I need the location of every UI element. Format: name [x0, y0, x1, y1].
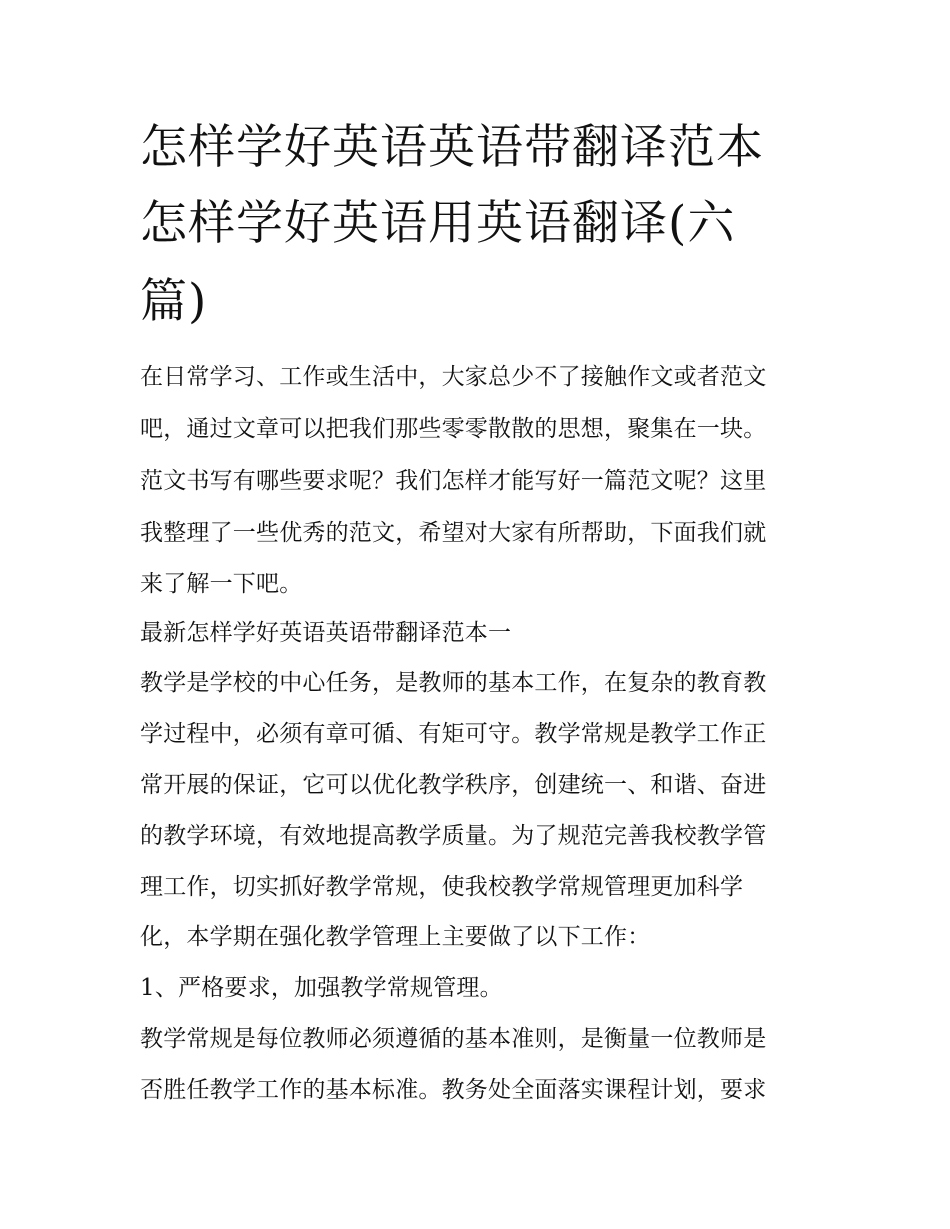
paragraph1-line-5: 理工作，切实抓好教学常规，使我校教学常规管理更加科学	[140, 874, 744, 900]
paragraph1-line-4: 的教学环境，有效地提高教学质量。为了规范完善我校教学管	[140, 823, 767, 849]
intro-line-3: 范文书写有哪些要求呢？我们怎样才能写好一篇范文呢？这里	[140, 468, 767, 494]
paragraph1-line-1: 教学是学校的中心任务，是教师的基本工作，在复杂的教育教	[140, 670, 767, 696]
intro-line-4: 我整理了一些优秀的范文，希望对大家有所帮助，下面我们就	[140, 520, 767, 546]
numbered-item-1: 1、严格要求，加强教学常规管理。	[140, 975, 503, 1001]
paragraph2-line-1: 教学常规是每位教师必须遵循的基本准则，是衡量一位教师是	[140, 1026, 767, 1052]
intro-line-1: 在日常学习、工作或生活中，大家总少不了接触作文或者范文	[140, 364, 767, 390]
document-title-line-2: 怎样学好英语用英语翻译(六	[140, 196, 736, 251]
document-title-line-1: 怎样学好英语英语带翻译范本	[140, 120, 764, 175]
paragraph1-line-6: 化，本学期在强化教学管理上主要做了以下工作：	[140, 924, 651, 950]
intro-line-2: 吧，通过文章可以把我们那些零零散散的思想，聚集在一块。	[140, 416, 767, 442]
paragraph1-line-3: 常开展的保证，它可以优化教学秩序，创建统一、和谐、奋进	[140, 772, 767, 798]
paragraph2-line-2: 否胜任教学工作的基本标准。教务处全面落实课程计划，要求	[140, 1077, 767, 1103]
intro-line-5: 来了解一下吧。	[140, 571, 303, 597]
section-heading: 最新怎样学好英语英语带翻译范本一	[140, 620, 512, 646]
document-title-line-3: 篇)	[140, 274, 208, 329]
paragraph1-line-2: 学过程中，必须有章可循、有矩可守。教学常规是教学工作正	[140, 721, 767, 747]
